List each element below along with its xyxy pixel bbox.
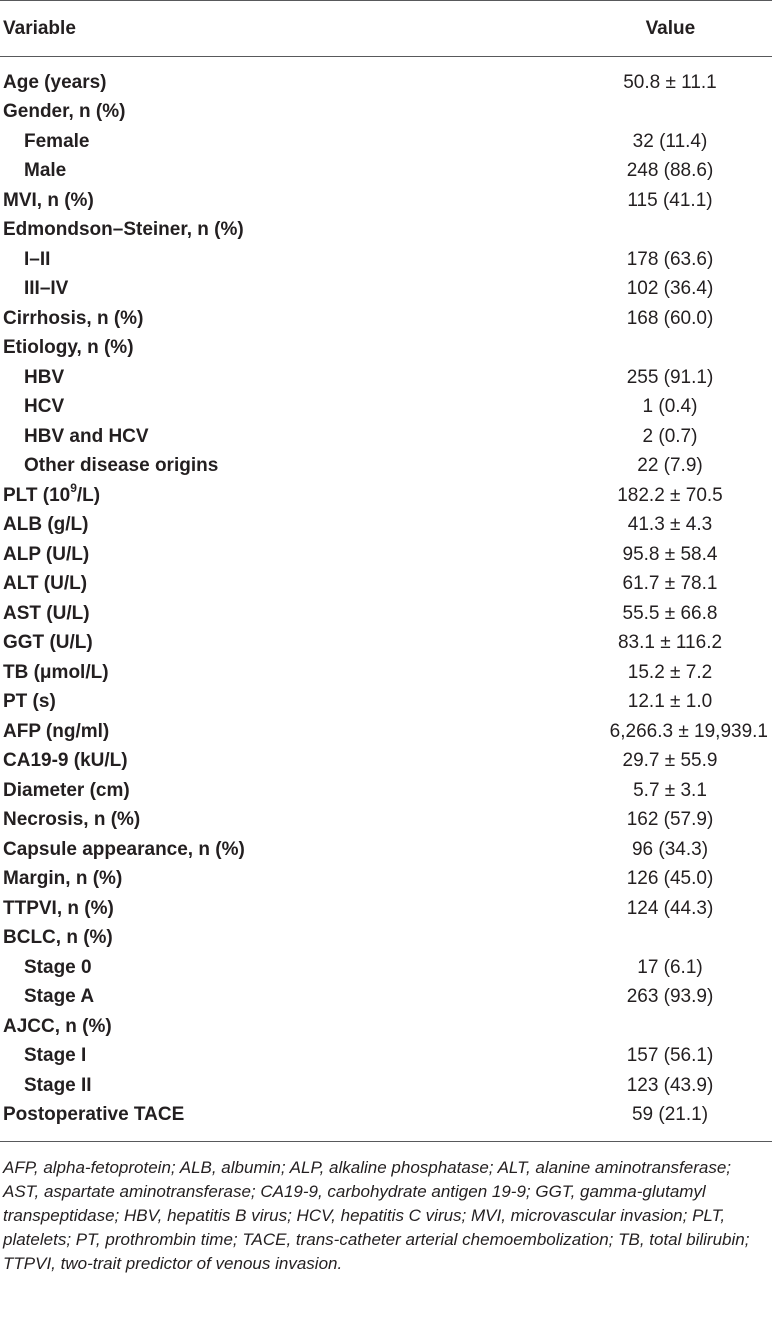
row-variable: BCLC, n (%) <box>3 927 113 949</box>
row-variable: ALT (U/L) <box>3 573 88 595</box>
table-row <box>0 68 772 98</box>
table-row <box>0 894 772 924</box>
row-value: 6,266.3 ± 19,939.1 <box>609 720 768 742</box>
row-variable: HBV and HCV <box>24 425 149 447</box>
row-value: 248 (88.6) <box>626 160 714 182</box>
row-value: 96 (34.3) <box>631 838 709 860</box>
table-row <box>0 1101 772 1131</box>
row-variable: Stage A <box>24 986 95 1008</box>
row-value: 95.8 ± 58.4 <box>622 543 718 565</box>
row-value: 162 (57.9) <box>626 809 714 831</box>
row-variable: ALB (g/L) <box>3 514 89 536</box>
table-row <box>0 599 772 629</box>
row-variable: HCV <box>24 396 65 418</box>
table-row <box>0 540 772 570</box>
row-variable: Stage 0 <box>24 956 92 978</box>
table-row <box>0 1042 772 1072</box>
table-row <box>0 245 772 275</box>
row-variable: MVI, n (%) <box>3 189 94 211</box>
row-value: 59 (21.1) <box>631 1104 709 1126</box>
row-value: 126 (45.0) <box>626 868 714 890</box>
row-value: 50.8 ± 11.1 <box>623 71 717 93</box>
row-value: 263 (93.9) <box>626 986 714 1008</box>
row-variable: CA19-9 (kU/L) <box>3 750 128 772</box>
row-value: 115 (41.1) <box>627 189 713 211</box>
table-row <box>0 393 772 423</box>
table-row <box>0 658 772 688</box>
row-variable: PT (s) <box>3 691 56 713</box>
row-variable: Other disease origins <box>24 455 219 477</box>
row-variable: AST (U/L) <box>3 602 90 624</box>
row-variable-text: PLT (10 <box>3 484 71 506</box>
row-variable: III–IV <box>24 278 69 300</box>
row-value: 29.7 ± 55.9 <box>622 750 718 772</box>
row-variable: TB (μmol/L) <box>3 661 109 683</box>
row-variable: AFP (ng/ml) <box>3 720 110 742</box>
row-variable: Female <box>24 130 90 152</box>
row-variable: ALP (U/L) <box>3 543 90 565</box>
row-value: 123 (43.9) <box>626 1074 714 1096</box>
table-row <box>0 511 772 541</box>
table-row <box>0 363 772 393</box>
row-value: 182.2 ± 70.5 <box>617 484 723 506</box>
table-body <box>0 57 772 1141</box>
row-variable: Diameter (cm) <box>3 779 130 801</box>
table-row <box>0 1012 772 1042</box>
row-value: 5.7 ± 3.1 <box>633 779 707 801</box>
table-row <box>0 776 772 806</box>
row-value: 255 (91.1) <box>626 366 714 388</box>
table-row <box>0 953 772 983</box>
table-row <box>0 806 772 836</box>
table-row <box>0 717 772 747</box>
row-variable-suffix: /L) <box>76 484 101 506</box>
row-value: 32 (11.4) <box>632 130 708 152</box>
row-variable: I–II <box>24 248 51 270</box>
row-value: 83.1 ± 116.2 <box>617 632 723 654</box>
header-value: Value <box>645 17 696 39</box>
row-value: 15.2 ± 7.2 <box>627 661 713 683</box>
row-variable: Cirrhosis, n (%) <box>3 307 144 329</box>
row-variable: Necrosis, n (%) <box>3 809 141 831</box>
table-row <box>0 216 772 246</box>
row-variable: Postoperative TACE <box>3 1104 185 1126</box>
row-value: 1 (0.4) <box>642 396 698 418</box>
row-value: 2 (0.7) <box>642 425 698 447</box>
table-row <box>0 629 772 659</box>
row-variable: Stage I <box>24 1045 87 1067</box>
table-row <box>0 865 772 895</box>
table-row <box>0 304 772 334</box>
row-variable: Gender, n (%) <box>3 101 126 123</box>
row-value: 61.7 ± 78.1 <box>622 573 718 595</box>
table-row <box>0 334 772 364</box>
row-variable-superscript: 9 <box>70 481 77 496</box>
row-variable: Male <box>24 160 67 182</box>
table-row <box>0 275 772 305</box>
row-variable: AJCC, n (%) <box>3 1015 112 1037</box>
row-variable: Age (years) <box>3 71 107 93</box>
row-variable: Etiology, n (%) <box>3 337 134 359</box>
row-variable: TTPVI, n (%) <box>3 897 114 919</box>
row-value: 157 (56.1) <box>626 1045 714 1067</box>
row-value: 124 (44.3) <box>626 897 714 919</box>
header-variable: Variable <box>3 17 76 39</box>
row-value: 168 (60.0) <box>626 307 714 329</box>
table-row <box>0 688 772 718</box>
table-row <box>0 924 772 954</box>
table-row <box>0 422 772 452</box>
row-value: 17 (6.1) <box>637 956 703 978</box>
row-value: 22 (7.9) <box>637 455 703 477</box>
table-row <box>0 157 772 187</box>
row-variable: Margin, n (%) <box>3 868 123 890</box>
row-variable: GGT (U/L) <box>3 632 93 654</box>
row-value: 41.3 ± 4.3 <box>627 514 713 536</box>
table-row <box>0 747 772 777</box>
row-variable <box>0 481 560 507</box>
row-value: 178 (63.6) <box>626 248 714 270</box>
table-row <box>0 1071 772 1101</box>
table-row <box>0 570 772 600</box>
row-variable: HBV <box>24 366 65 388</box>
row-variable: Stage II <box>24 1074 92 1096</box>
table-row <box>0 186 772 216</box>
table-row <box>0 481 772 511</box>
row-value: 12.1 ± 1.0 <box>627 691 713 713</box>
table-row <box>0 983 772 1013</box>
table-row <box>0 98 772 128</box>
table-footnote: AFP, alpha-fetoprotein; ALB, albumin; ALP, alkaline phosphatase; ALT, alanine aminotransferase; AST, aspartate aminotransferase; CA19-9, carbohydrate antigen 19-9; GGT, gamma-glutamyl transpeptidase; HBV, hepatitis B virus; HCV, hepatitis C virus; MVI, microvascular invasion; PLT, platelets; PT, prothrombin time; TACE, trans-catheter arterial chemoembolization; TB, total bilirubin; TTPVI, two-trait predictor of venous invasion. <box>3 1158 750 1273</box>
table-row <box>0 127 772 157</box>
row-variable: Edmondson–Steiner, n (%) <box>3 219 244 241</box>
row-value: 102 (36.4) <box>626 278 714 300</box>
row-value: 55.5 ± 66.8 <box>622 602 718 624</box>
table-row <box>0 452 772 482</box>
table-header-row <box>0 1 772 56</box>
table-row <box>0 835 772 865</box>
row-variable: Capsule appearance, n (%) <box>3 838 245 860</box>
